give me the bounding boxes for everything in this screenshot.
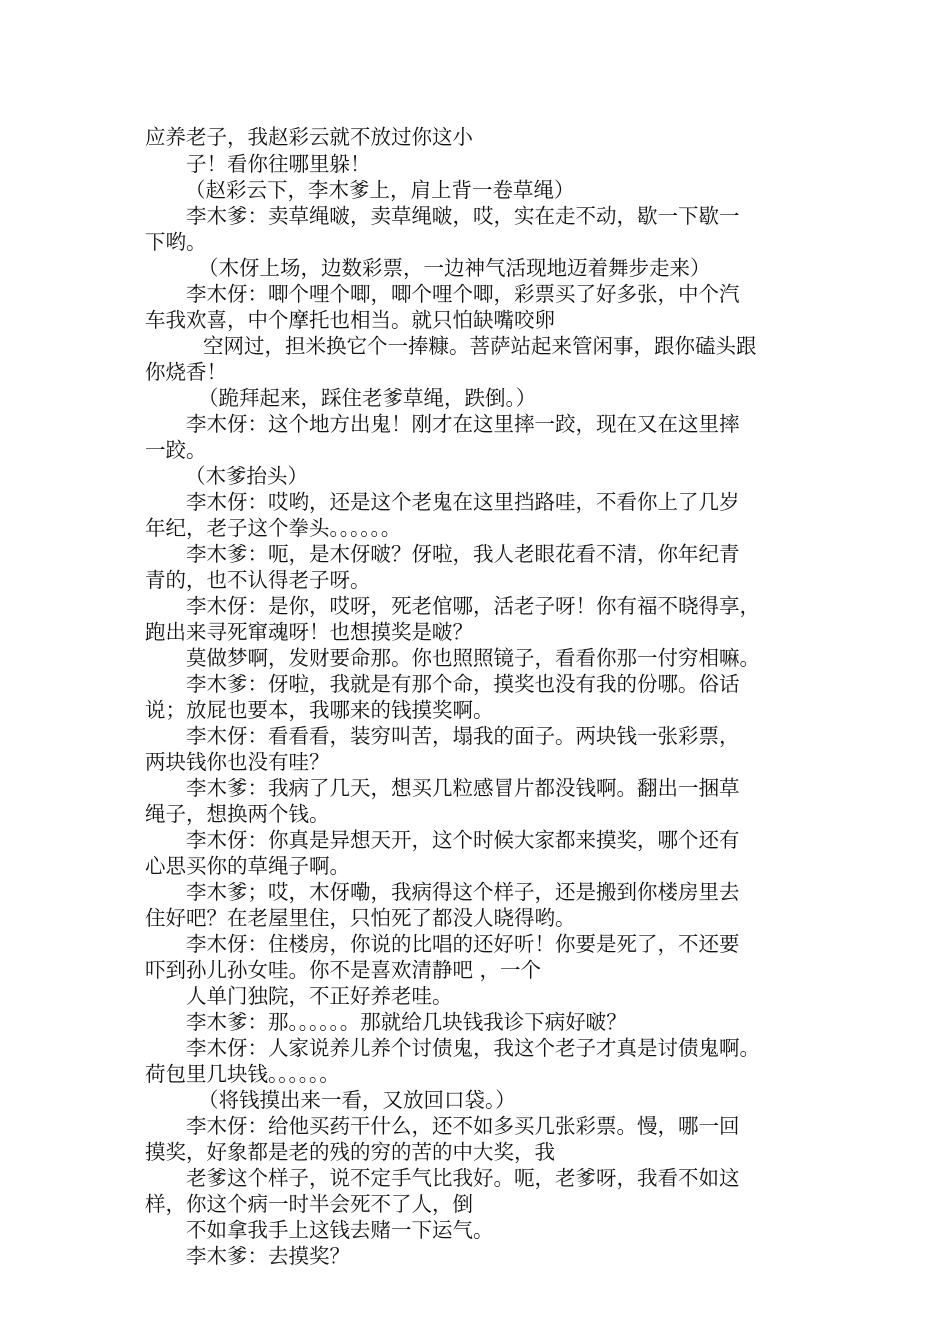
text-line: 你烧香！: [145, 360, 227, 384]
text-line: 两块钱你也没有哇？: [145, 750, 330, 774]
dialogue-line: 李木伢：是你，哎呀，死老倌哪，活老子呀！你有福不晓得享，: [186, 594, 760, 618]
text-line: 青的，也不认得老子呀。: [145, 568, 371, 592]
text-line: 应养老子，我赵彩云就不放过你这小: [145, 125, 473, 149]
text-line: 心思买你的草绳子啊。: [145, 854, 350, 878]
text-line: 不如拿我手上这钱去赌一下运气。: [186, 1218, 494, 1242]
stage-direction: （赵彩云下，李木爹上，肩上背一卷草绳）: [185, 178, 575, 202]
text-line: 下哟。: [145, 230, 207, 254]
text-line: 跑出来寻死窜魂呀！也想摸奖是啵？: [145, 620, 473, 644]
dialogue-line: 李木爹：呃，是木伢啵？伢啦，我人老眼花看不清，你年纪青: [186, 542, 740, 566]
text-line: 车我欢喜，中个摩托也相当。就只怕缺嘴咬卵: [145, 308, 555, 332]
text-line: 老爹这个样子，说不定手气比我好。呃，老爹呀，我看不如这: [186, 1166, 740, 1190]
text-line: 子！看你往哪里躲！: [186, 152, 371, 176]
stage-direction: （木爹抬头）: [185, 464, 308, 488]
text-line: 吓到孙儿孙女哇。你不是喜欢清静吧 ，一个: [145, 958, 542, 982]
text-line: 莫做梦啊，发财要命那。你也照照镜子，看看你那一付穷相嘛。: [186, 646, 760, 670]
dialogue-line: 李木爹：伢啦，我就是有那个命，摸奖也没有我的份哪。俗话: [186, 672, 740, 696]
dialogue-line: 李木爹：卖草绳啵，卖草绳啵，哎，实在走不动，歇一下歇一: [186, 204, 740, 228]
text-line: 绳子，想换两个钱。: [145, 802, 330, 826]
dialogue-line: 李木伢：你真是异想天开，这个时候大家都来摸奖，哪个还有: [186, 828, 740, 852]
dialogue-line: 李木伢：人家说养儿养个讨债鬼，我这个老子才真是讨债鬼啊。: [186, 1036, 760, 1060]
text-line: 荷包里几块钱。。。。。。: [145, 1062, 340, 1086]
dialogue-line: 李木伢：看看看，装穷叫苦，塌我的面子。两块钱一张彩票，: [186, 724, 740, 748]
text-line: 摸奖，好象都是老的残的穷的苦的中大奖，我: [145, 1140, 555, 1164]
dialogue-line: 李木伢：住楼房，你说的比唱的还好听！你要是死了，不还要: [186, 932, 740, 956]
text-line: 空网过，担米换它个一捧糠。菩萨站起来管闲事，跟你磕头跟: [203, 334, 757, 358]
stage-direction: （跪拜起来，踩住老爹草绳，跌倒。）: [198, 386, 537, 410]
dialogue-line: 李木伢：这个地方出鬼！刚才在这里摔一跤，现在又在这里摔: [186, 412, 740, 436]
dialogue-line: 李木爹；哎，木伢嘞，我病得这个样子，还是搬到你楼房里去: [186, 880, 740, 904]
text-line: 一跤。: [145, 438, 207, 462]
text-line: 人单门独院，不正好养老哇。: [186, 984, 453, 1008]
stage-direction: （木伢上场，边数彩票，一边神气活现地迈着舞步走来）: [198, 256, 711, 280]
stage-direction: （将钱摸出来一看，又放回口袋。）: [198, 1088, 516, 1112]
dialogue-line: 李木爹：去摸奖？: [186, 1244, 350, 1268]
text-line: 说；放屁也要本，我哪来的钱摸奖啊。: [145, 698, 494, 722]
dialogue-line: 李木伢：给他买药干什么，还不如多买几张彩票。慢，哪一回: [186, 1114, 740, 1138]
text-line: 年纪，老子这个拳头。。。。。。: [145, 516, 402, 540]
text-line: 住好吧？在老屋里住，只怕死了都没人晓得哟。: [145, 906, 576, 930]
dialogue-line: 李木伢：唧个哩个唧，唧个哩个唧，彩票买了好多张，中个汽: [186, 282, 740, 306]
dialogue-line: 李木爹：我病了几天，想买几粒感冒片都没钱啊。翻出一捆草: [186, 776, 740, 800]
text-line: 样，你这个病一时半会死不了人，倒: [145, 1192, 473, 1216]
dialogue-line: 李木伢：哎哟，还是这个老鬼在这里挡路哇，不看你上了几岁: [186, 490, 740, 514]
dialogue-line: 李木爹：那。。。。。。那就给几块钱我诊下病好啵？: [186, 1010, 627, 1034]
